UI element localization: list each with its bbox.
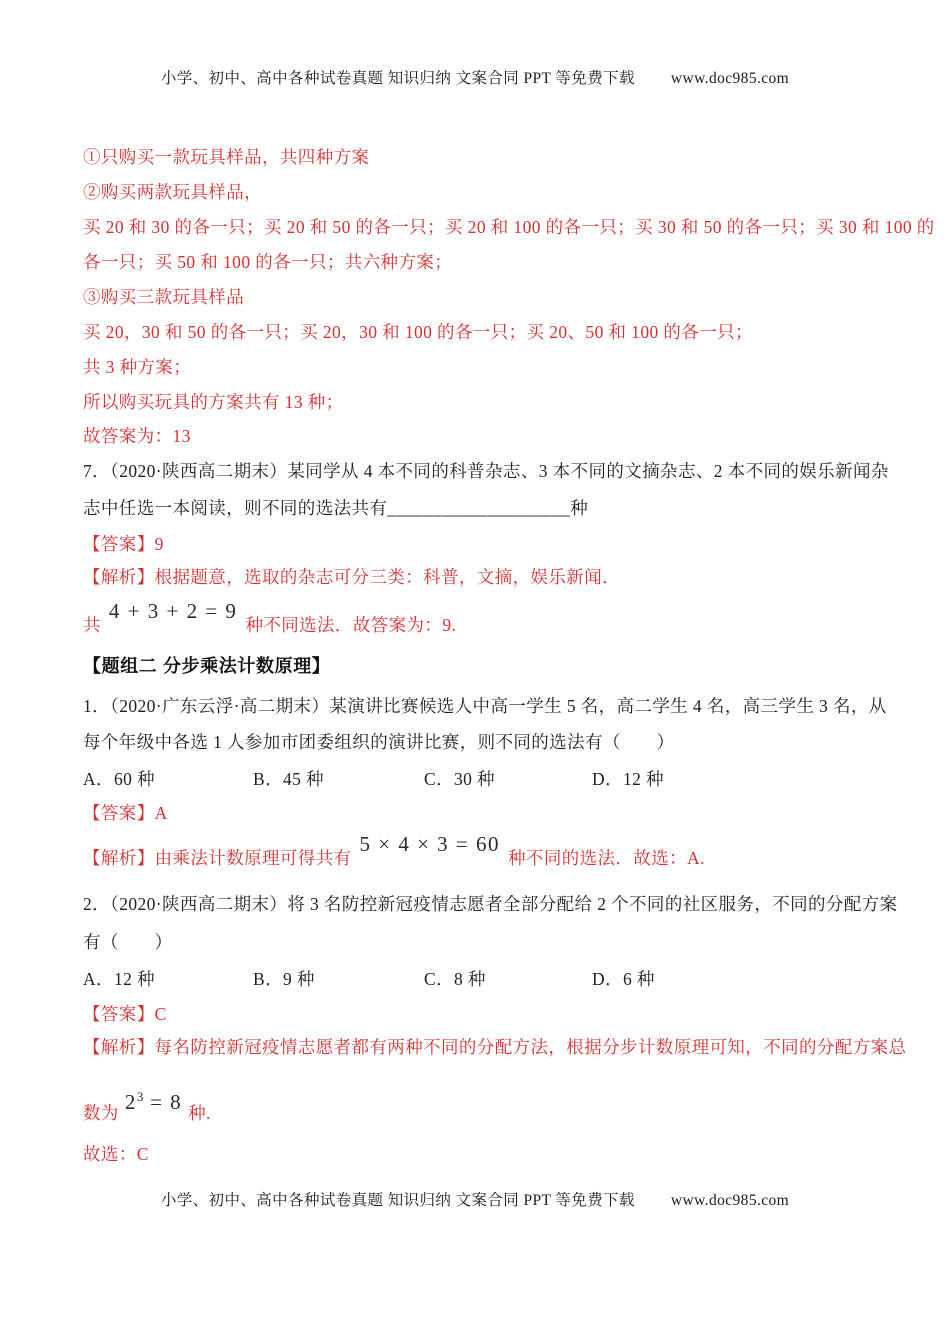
g2q2-stem-line2: 有（ ） <box>83 932 173 952</box>
group2-heading: 【题组二 分步乘法计数原理】 <box>83 656 331 676</box>
solution-case3-title: ③购买三款玩具样品 <box>83 287 245 307</box>
q7-analysis: 【解析】根据题意，选取的杂志可分三类：科普，文摘，娱乐新闻． <box>83 567 620 587</box>
solution-case3-line2: 共 3 种方案； <box>83 357 192 377</box>
solution-case2-line2: 各一只；买 50 和 100 的各一只；共六种方案； <box>83 252 453 272</box>
q7-calculation-line <box>83 599 457 636</box>
g2q1-stem-line1: 1．（2020·广东云浮·高二期末）某演讲比赛候选人中高一学生 5 名，高二学生 4 名，高三学生 3 名，从 <box>83 696 887 716</box>
g2q2-calculation-line <box>83 1089 211 1124</box>
g2q2-calc-suffix: 种. <box>188 1103 211 1123</box>
q7-calc-prefix: 共 <box>83 615 101 635</box>
g2q2-calc-prefix: 数为 <box>83 1103 119 1123</box>
g2q1-answer: 【答案】A <box>83 803 168 823</box>
footer-text: 小学、初中、高中各种试卷真题 知识归纳 文案合同 PPT 等免费下载 <box>160 1192 635 1209</box>
g2q1-option-a: A．60 种 <box>83 769 155 789</box>
page-footer <box>0 1190 950 1212</box>
g2q1-analysis-suffix: 种不同的选法．故选：A. <box>508 848 705 868</box>
solution-case2-title: ②购买两款玩具样品， <box>83 182 262 202</box>
g2q1-option-c: C．30 种 <box>424 769 495 789</box>
g2q1-option-b: B．45 种 <box>253 769 324 789</box>
header-text: 小学、初中、高中各种试卷真题 知识归纳 文案合同 PPT 等免费下载 <box>160 70 635 87</box>
g2q2-final-choice: 故选：C <box>83 1144 149 1164</box>
q7-answer: 【答案】9 <box>83 534 164 554</box>
solution-total: 所以购买玩具的方案共有 13 种； <box>83 392 344 412</box>
g2q1-stem-line2: 每个年级中各选 1 人参加市团委组织的演讲比赛，则不同的选法有（ ） <box>83 732 675 752</box>
g2q2-equation <box>119 1086 188 1113</box>
g2q2-answer: 【答案】C <box>83 1004 167 1024</box>
footer-site-link[interactable]: www.doc985.com <box>670 1192 790 1209</box>
g2q2-equation-base: 2 <box>124 1090 137 1114</box>
g2q1-analysis-line <box>83 832 705 869</box>
q7-calc-suffix: 种不同选法．故答案为：9. <box>245 615 457 635</box>
g2q2-option-d: D．6 种 <box>592 969 655 989</box>
g2q2-option-a: A．12 种 <box>83 969 155 989</box>
g2q2-option-b: B．9 种 <box>253 969 315 989</box>
g2q2-analysis-line1: 【解析】每名防控新冠疫情志愿者都有两种不同的分配方法，根据分步计数原理可知，不同的分配方案总 <box>83 1037 907 1057</box>
solution-case2-line1: 买 20 和 30 的各一只；买 20 和 50 的各一只；买 20 和 100 的各一只；买 30 和 50 的各一只；买 30 和 100 的 <box>83 217 935 237</box>
solution-case1: ①只购买一款玩具样品，共四种方案 <box>83 147 370 167</box>
solution-final-answer: 故答案为：13 <box>83 426 191 446</box>
q7-stem-line2: 志中任选一本阅读，则不同的选法共有____________________种 <box>83 498 589 518</box>
g2q2-option-c: C．8 种 <box>424 969 486 989</box>
q7-stem-line1: 7．（2020·陕西高二期末）某同学从 4 本不同的科普杂志、3 本不同的文摘杂志、2 本不同的娱乐新闻杂 <box>83 461 889 481</box>
g2q2-equation-rest: = 8 <box>143 1090 183 1114</box>
g2q1-equation: 5 × 4 × 3 = 60 <box>359 832 501 856</box>
g2q2-stem-line1: 2．（2020·陕西高二期末）将 3 名防控新冠疫情志愿者全部分配给 2 个不同的社区服务，不同的分配方案 <box>83 894 898 914</box>
header-site-link[interactable]: www.doc985.com <box>670 70 790 87</box>
solution-case3-line1: 买 20，30 和 50 的各一只；买 20，30 和 100 的各一只；买 20、50 和 100 的各一只； <box>83 322 753 342</box>
page-header <box>0 68 950 90</box>
g2q2-equation-exponent: 3 <box>136 1089 144 1104</box>
q7-equation: 4 + 3 + 2 = 9 <box>108 599 238 623</box>
g2q1-analysis-prefix: 【解析】由乘法计数原理可得共有 <box>83 848 352 868</box>
g2q1-option-d: D．12 种 <box>592 769 664 789</box>
